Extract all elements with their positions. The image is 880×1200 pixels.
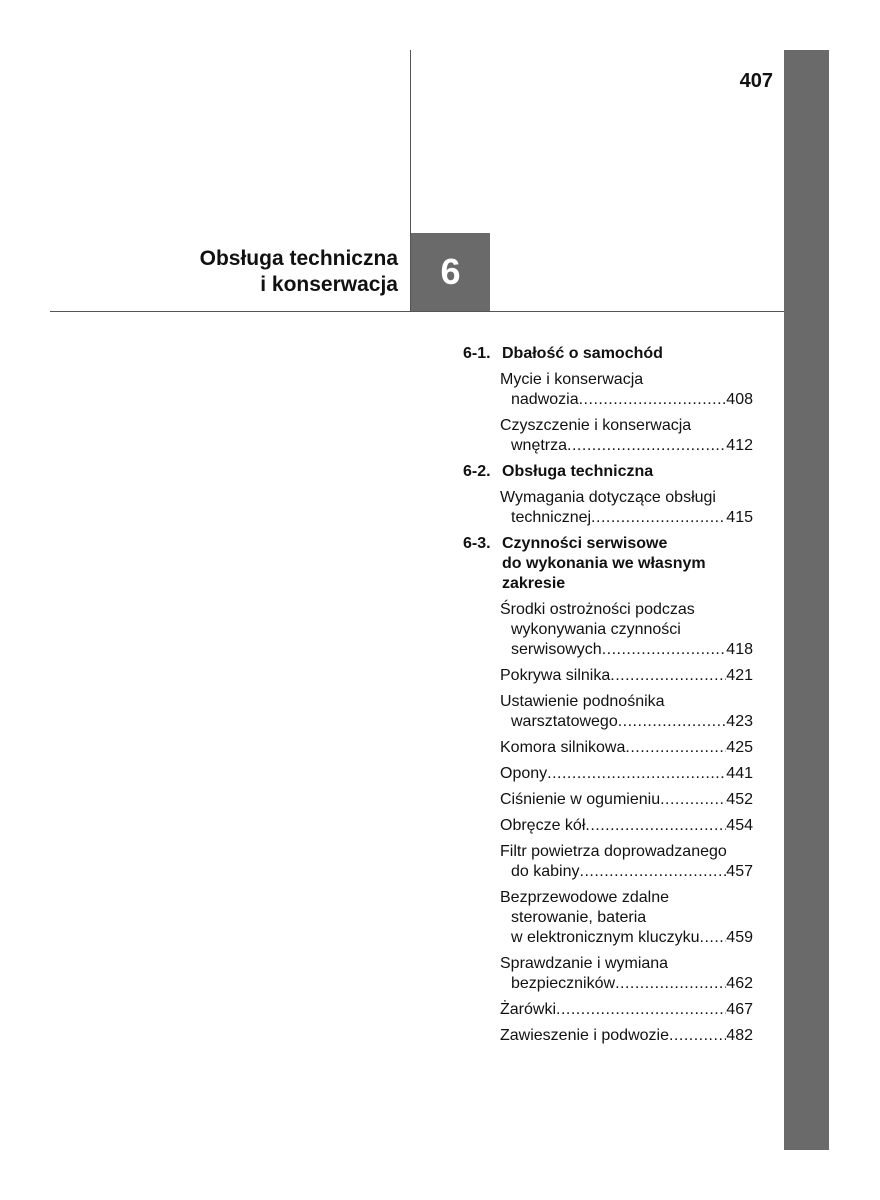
toc-entry-leader-line: [500, 790, 753, 810]
section-title-line: Dbałość o samochód: [502, 345, 663, 362]
toc-entry-text: Pokrywa silnika: [500, 667, 611, 684]
section-title-line: do wykonania we własnym: [502, 555, 706, 572]
toc-entry-text: Komora silnikowa: [500, 739, 626, 756]
toc-page-number: 425: [726, 739, 753, 756]
section-heading[interactable]: [463, 462, 753, 482]
toc-entry-line: Środki ostrożności podczas: [500, 601, 695, 618]
section-title: [502, 534, 753, 594]
toc-entry[interactable]: [463, 738, 753, 758]
toc-entry-text: Obręcze kół: [500, 817, 586, 834]
dot-leader: [700, 928, 727, 948]
toc-entry-leader-line: [500, 738, 753, 758]
toc-entry-leader-line: [500, 436, 753, 456]
dot-leader: [669, 1026, 726, 1046]
dot-leader: [547, 764, 726, 784]
toc-entry-line: Filtr powietrza doprowadzanego: [500, 843, 727, 860]
chapter-number-box: [411, 233, 490, 311]
toc-entry-text: wnętrza: [511, 437, 568, 454]
toc-entry-text: Żarówki: [500, 1001, 557, 1018]
toc-entry-text: w elektronicznym kluczyku: [511, 929, 700, 946]
horizontal-rule: [50, 311, 784, 312]
toc-page-number: 482: [726, 1027, 753, 1044]
toc-entry-leader-line: [500, 508, 753, 528]
toc-entry[interactable]: [463, 370, 753, 410]
toc-entry-line: Mycie i konserwacja: [500, 371, 644, 388]
section-title: [502, 462, 753, 482]
dot-leader: [618, 712, 727, 732]
toc-page-number: 423: [726, 713, 753, 730]
toc-page-number: 412: [726, 437, 753, 454]
toc-entry-text: nadwozia: [511, 391, 579, 408]
chapter-title-line: i konserwacja: [260, 273, 398, 296]
toc-page-number: 452: [726, 791, 753, 808]
toc-entry-text: Ciśnienie w ogumieniu: [500, 791, 661, 808]
toc-entry[interactable]: [463, 488, 753, 528]
toc-page-number: 459: [726, 929, 753, 946]
toc-entry-leader-line: [500, 1000, 753, 1020]
toc-entry[interactable]: [463, 790, 753, 810]
toc-entry-line: Czyszczenie i konserwacja: [500, 417, 692, 434]
chapter-title-line: Obsługa techniczna: [199, 247, 398, 270]
section-title-line: zakresie: [502, 575, 566, 592]
dot-leader: [556, 1000, 726, 1020]
toc-entry[interactable]: [463, 842, 753, 882]
table-of-contents: [463, 344, 753, 1052]
toc-entry-text: bezpieczników: [511, 975, 616, 992]
toc-page-number: 418: [726, 641, 753, 658]
toc-page-number: 462: [726, 975, 753, 992]
dot-leader: [602, 640, 727, 660]
dot-leader: [625, 738, 726, 758]
dot-leader: [579, 390, 727, 410]
toc-entry[interactable]: [463, 764, 753, 784]
toc-section: [463, 462, 753, 528]
toc-entry-line: wykonywania czynności: [511, 621, 681, 638]
toc-entry-line: sterowanie, bateria: [511, 909, 647, 926]
toc-entry[interactable]: [463, 666, 753, 686]
toc-entry[interactable]: [463, 692, 753, 732]
toc-entry-text: do kabiny: [511, 863, 580, 880]
dot-leader: [585, 816, 726, 836]
toc-entry-line: Sprawdzanie i wymiana: [500, 955, 669, 972]
toc-entry-text: Opony: [500, 765, 548, 782]
toc-entry-leader-line: [500, 666, 753, 686]
section-title-line: Czynności serwisowe: [502, 535, 668, 552]
page-number: 407: [739, 70, 773, 92]
toc-page-number: 408: [726, 391, 753, 408]
toc-entry-text: warsztatowego: [511, 713, 618, 730]
toc-section: [463, 344, 753, 456]
side-thumb-bar: [784, 50, 829, 1150]
section-number: 6-1.: [463, 345, 491, 362]
toc-entry[interactable]: [463, 600, 753, 660]
chapter-title: [120, 246, 398, 298]
toc-entry-leader-line: [500, 390, 753, 410]
dot-leader: [591, 508, 726, 528]
dot-leader: [580, 862, 727, 882]
toc-entry-line: Ustawienie podnośnika: [500, 693, 665, 710]
toc-page-number: 454: [726, 817, 753, 834]
toc-page-number: 457: [726, 863, 753, 880]
toc-entry-leader-line: [500, 1026, 753, 1046]
chapter-number: 6: [440, 251, 461, 292]
toc-entry-text: Zawieszenie i podwozie: [500, 1027, 669, 1044]
dot-leader: [660, 790, 726, 810]
section-title-line: Obsługa techniczna: [502, 463, 654, 480]
section-number: 6-3.: [463, 535, 491, 552]
toc-entry-text: serwisowych: [511, 641, 602, 658]
toc-entry[interactable]: [463, 888, 753, 948]
toc-entry-leader-line: [500, 974, 753, 994]
toc-entry-leader-line: [500, 640, 753, 660]
toc-entry-leader-line: [500, 928, 753, 948]
toc-page-number: 415: [726, 509, 753, 526]
section-heading[interactable]: [463, 344, 753, 364]
toc-entry-leader-line: [500, 764, 753, 784]
toc-entry-line: Bezprzewodowe zdalne: [500, 889, 669, 906]
toc-entry-leader-line: [500, 816, 753, 836]
dot-leader: [567, 436, 726, 456]
toc-entry[interactable]: [463, 1026, 753, 1046]
toc-entry-text: technicznej: [511, 509, 592, 526]
toc-entry[interactable]: [463, 954, 753, 994]
toc-entry[interactable]: [463, 1000, 753, 1020]
toc-entry-leader-line: [500, 712, 753, 732]
toc-section: [463, 534, 753, 1046]
section-heading[interactable]: [463, 534, 753, 594]
section-number: 6-2.: [463, 463, 491, 480]
toc-entry[interactable]: [463, 416, 753, 456]
toc-page-number: 467: [726, 1001, 753, 1018]
toc-entry-line: Wymagania dotyczące obsługi: [500, 489, 716, 506]
toc-entry-leader-line: [500, 862, 753, 882]
toc-entry[interactable]: [463, 816, 753, 836]
toc-page-number: 441: [726, 765, 753, 782]
toc-page-number: 421: [726, 667, 753, 684]
dot-leader: [615, 974, 726, 994]
dot-leader: [610, 666, 726, 686]
section-title: [502, 344, 753, 364]
